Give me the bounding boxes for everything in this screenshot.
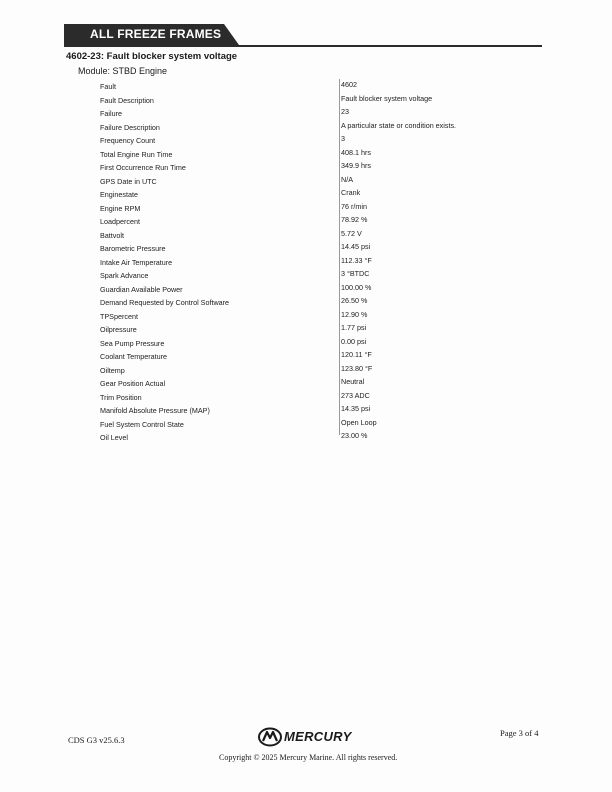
table-row [100, 133, 360, 147]
table-row [100, 282, 372, 296]
row-label: Fault Description [100, 95, 154, 105]
row-value: 14.35 psi [341, 404, 371, 413]
table-row [100, 403, 371, 417]
row-label: Manifold Absolute Pressure (MAP) [100, 406, 210, 415]
row-value: 349.9 hrs [341, 161, 371, 170]
row-value: 14.45 psi [341, 242, 371, 251]
row-label: Guardian Available Power [100, 284, 183, 294]
row-value: 112.33 °F [341, 255, 372, 265]
module-label: Module: STBD Engine [78, 66, 168, 76]
row-value: A particular state or condition exists. [341, 120, 457, 130]
row-label: Failure [100, 109, 122, 118]
row-value: N/A [341, 174, 353, 184]
row-label: Sea Pump Pressure [100, 338, 165, 348]
row-value: 123.80 °F [341, 363, 373, 373]
freeze-frame-table [100, 79, 457, 444]
row-label: Loadpercent [100, 217, 140, 226]
mercury-logo [258, 727, 368, 749]
row-label: Coolant Temperature [100, 352, 167, 361]
row-label: Spark Advance [100, 271, 149, 280]
header-rule [64, 45, 542, 47]
row-value: 408.1 hrs [341, 147, 371, 157]
copyright-notice: Copyright © 2025 Mercury Marine. All rights reserved. [219, 753, 398, 762]
row-label: Oiltemp [100, 365, 125, 375]
row-label: Demand Requested by Control Software [100, 298, 230, 307]
row-value: 23.00 % [341, 431, 368, 440]
table-row [100, 349, 372, 363]
table-row [100, 147, 371, 161]
row-label: Oil Level [100, 433, 128, 442]
row-label: Fuel System Control State [100, 419, 184, 429]
table-row [100, 228, 360, 242]
table-row [100, 363, 373, 377]
fault-title: 4602-23: Fault blocker system voltage [66, 51, 238, 62]
row-value: 273 ADC [341, 390, 370, 400]
table-row [100, 268, 370, 282]
row-value: Open Loop [341, 417, 377, 427]
row-label: First Occurrence Run Time [100, 163, 186, 172]
row-value: 76 r/min [341, 201, 367, 211]
table-row [100, 336, 367, 350]
row-value: 23 [341, 107, 349, 116]
row-label: Frequency Count [100, 136, 156, 145]
row-label: Intake Air Temperature [100, 257, 173, 267]
row-label: TPSpercent [100, 311, 138, 321]
row-value: 26.50 % [341, 296, 368, 305]
table-row [100, 430, 368, 444]
row-value: Fault blocker system voltage [341, 93, 433, 103]
row-label: Gear Position Actual [100, 379, 166, 388]
software-version: CDS G3 v25.6.3 [68, 735, 125, 745]
row-label: Total Engine Run Time [100, 149, 173, 159]
table-row [100, 255, 372, 269]
table-row [100, 93, 433, 107]
row-value: 78.92 % [341, 215, 368, 224]
row-value: 0.00 psi [341, 336, 367, 346]
table-row [100, 79, 360, 93]
logo-wordmark: MERCURY [284, 729, 352, 744]
table-row [100, 241, 371, 255]
row-label: GPS Date in UTC [100, 176, 157, 186]
row-value: 3 °BTDC [341, 269, 370, 278]
page-number: Page 3 of 4 [500, 728, 539, 738]
row-value: 5.72 V [341, 228, 362, 238]
row-label: Fault [100, 82, 116, 91]
row-label: Failure Description [100, 122, 160, 132]
table-row [100, 174, 360, 188]
table-row [100, 376, 365, 390]
table-row [100, 309, 368, 323]
row-label: Engine RPM [100, 203, 141, 213]
row-value: 120.11 °F [341, 350, 372, 359]
row-label: Enginestate [100, 190, 138, 199]
table-row [100, 120, 457, 134]
table-row [100, 214, 368, 228]
row-value: Crank [341, 188, 361, 197]
row-value: 4602 [341, 80, 357, 89]
table-row [100, 160, 371, 174]
banner-title: ALL FREEZE FRAMES [90, 27, 222, 41]
row-value: 1.77 psi [341, 323, 367, 332]
row-value: 3 [341, 134, 345, 143]
row-label: Battvolt [100, 230, 124, 240]
row-value: 12.90 % [341, 309, 368, 319]
table-row [100, 390, 370, 404]
row-value: 100.00 % [341, 282, 372, 292]
row-label: Oilpressure [100, 325, 137, 334]
row-value: Neutral [341, 377, 365, 386]
table-row [100, 322, 367, 336]
table-row [100, 106, 360, 120]
table-row [100, 201, 367, 215]
row-label: Barometric Pressure [100, 244, 166, 253]
mercury-emblem-icon [258, 727, 282, 747]
row-label: Trim Position [100, 392, 142, 402]
table-row [100, 187, 360, 201]
table-row [100, 417, 377, 431]
table-row [100, 295, 368, 309]
